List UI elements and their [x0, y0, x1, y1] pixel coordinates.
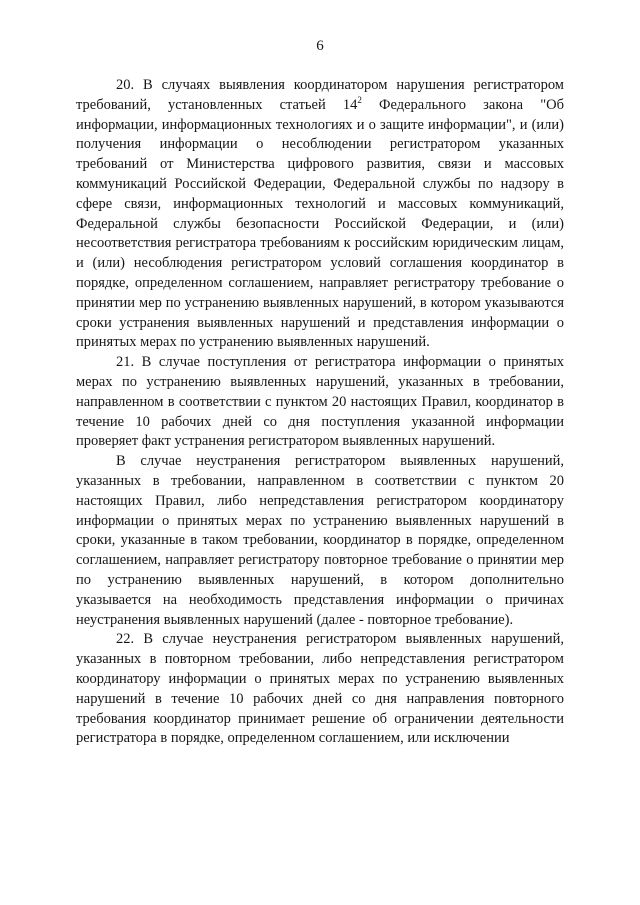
article-superscript: 2	[357, 94, 362, 105]
paragraph-22: 22. В случае неустранения регистратором выявленных нарушений, указанных в повторном требовании, либо непредставления регистратором координатору информации о принятых мерах по устранению выявленных нарушений в течение 10 рабочих дней со дня направления повторного требования координатор принимает решение об ограничении деятельности регистратора в порядке, определенном соглашением, или исключении	[76, 631, 564, 747]
paragraph-21-continuation: В случае неустранения регистратором выявленных нарушений, указанных в требовании, направленном в соответствии с пунктом 20 настоящих Правил, либо непредставления регистратором координатору информации о принятых мерах по устранению выявленных нарушений в сроки, указанные в таком требовании, координатор в порядке, определенном соглашением, направляет регистратору повторное требование о принятии мер по устранению выявленных нарушений, в котором дополнительно указывается на необходимость представления информации о причинах неустранения выявленных нарушений (далее - повторное требование).	[76, 453, 564, 628]
paragraph-20-text-start: 20. В случаях выявления координатором нарушения регистратором требований, установленных статьей 14	[76, 77, 564, 113]
paragraph-20	[76, 76, 564, 353]
page-number: 6	[316, 38, 324, 54]
paragraph-20-text-end: Федерального закона "Об информации, информационных технологиях и о защите информации", и (или) получения информации о несоблюдении регистратором указанных требований от Министерства цифрового развития, связи и массовых коммуникаций Российской Федерации, Федеральной службы по надзору в сфере связи, информационных технологий и массовых коммуникаций, Федеральной службы безопасности Российской Федерации, и (или) несоответствия регистратора требованиям к российским юридическим лицам, и (или) несоблюдения регистратором условий соглашения координатор в порядке, определенном соглашением, направляет регистратору требование о принятии мер по устранению выявленных нарушений, в котором указываются сроки устранения выявленных нарушений и представления информации о принятых мерах по устранению выявленных нарушений.	[76, 96, 564, 351]
paragraph-21: 21. В случае поступления от регистратора информации о принятых мерах по устранению выявленных нарушений, указанных в требовании, направленном в соответствии с пунктом 20 настоящих Правил, координатор в течение 10 рабочих дней со дня поступления указанной информации проверяет факт устранения регистратором выявленных нарушений.	[76, 354, 564, 450]
document-body	[76, 76, 564, 749]
